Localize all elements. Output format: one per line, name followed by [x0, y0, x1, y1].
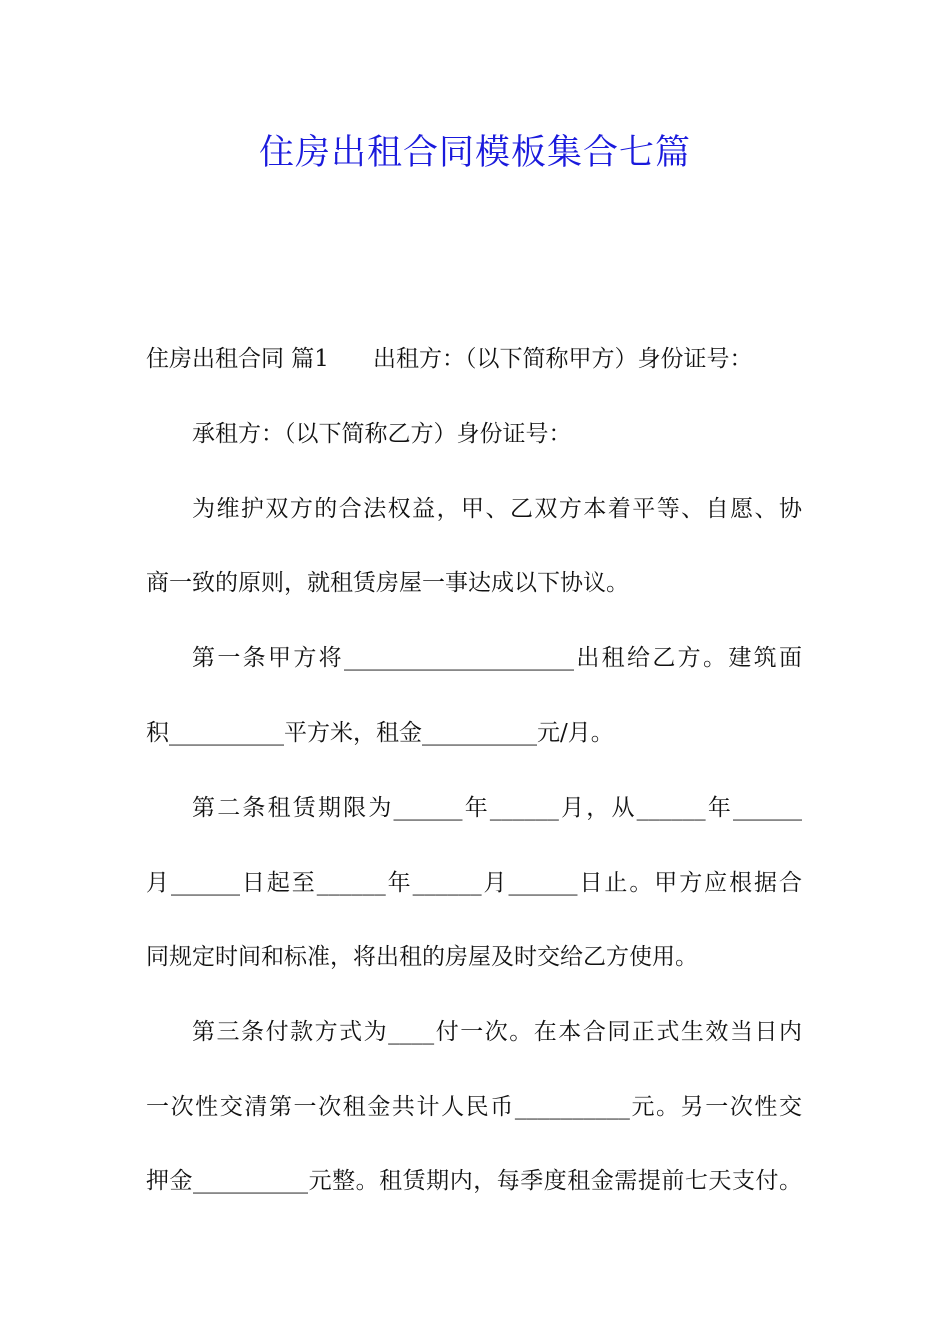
- clause-3-line-2: 一次性交清第一次租金共计人民币__________元。另一次性交: [146, 1094, 802, 1120]
- clause-2-line-3: 同规定时间和标准，将出租的房屋及时交给乙方使用。: [146, 944, 698, 970]
- paragraph-line-4: 商一致的原则，就租赁房屋一事达成以下协议。: [146, 570, 629, 596]
- paragraph-line-1: [146, 344, 802, 374]
- lessee-line: 承租方：（以下简称乙方）身份证号：: [192, 421, 572, 447]
- clause-2-line-2: 月______日起至______年______月______日止。甲方应根据合: [146, 870, 802, 896]
- document-title: 住房出租合同模板集合七篇: [258, 133, 691, 173]
- clause-3-line-3: 押金__________元整。租赁期内，每季度租金需提前七天支付。: [146, 1168, 802, 1194]
- clause-1-line-1: 第一条甲方将____________________出租给乙方。建筑面: [192, 645, 802, 671]
- section-heading: 住房出租合同 篇1: [146, 346, 329, 372]
- clause-1-line-2: 积__________平方米，租金__________元/月。: [146, 720, 614, 746]
- clause-2-line-1: 第二条租赁期限为______年______月，从______年______: [192, 795, 802, 821]
- clause-3-line-1: 第三条付款方式为____付一次。在本合同正式生效当日内: [192, 1019, 802, 1045]
- lessor-info: 出租方：（以下简称甲方）身份证号：: [372, 346, 753, 372]
- paragraph-line-3: 为维护双方的合法权益，甲、乙双方本着平等、自愿、协: [192, 496, 802, 522]
